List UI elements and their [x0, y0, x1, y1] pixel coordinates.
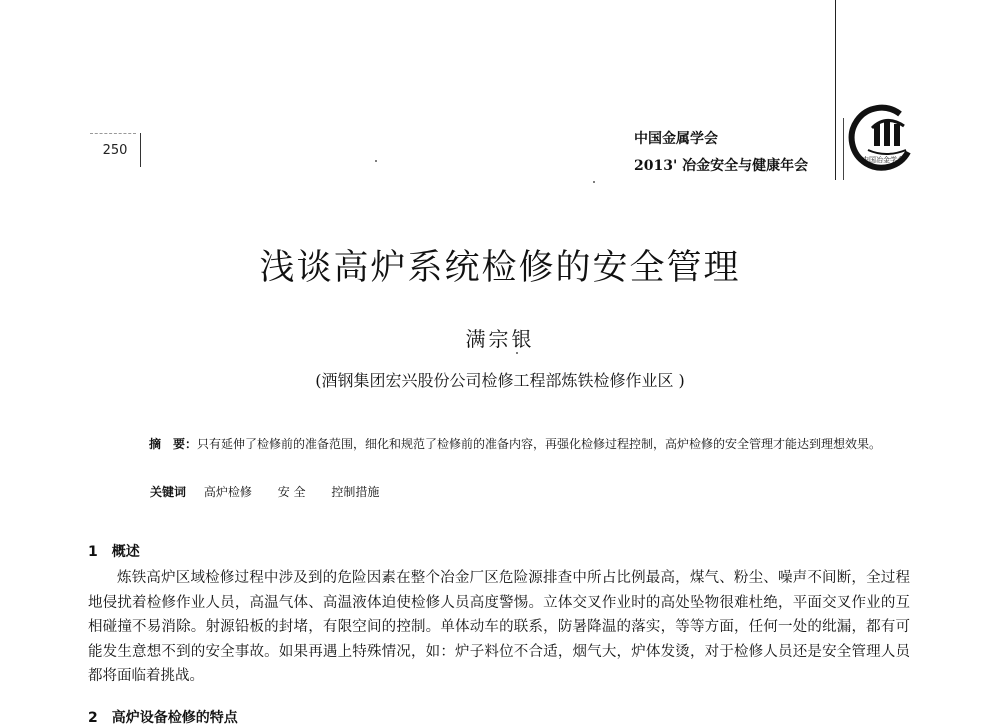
author-name: 满宗银 [465, 327, 535, 351]
keyword-item: 控制措施 [331, 485, 380, 499]
section-1-body: 炼铁高炉区域检修过程中涉及到的危险因素在整个冶金厂区危险源排查中所占比例最高，煤气、粉尘、噪声不间断，全过程地侵扰着检修作业人员，高温气体、高温液体迫使检修人员高度警惕。立体交叉作业时的高处坠物很难杜绝，平面交叉作业的互相碰撞不易消除。射源铅板的封堵，有限空间的控制。单体动车的联系，防暑降温的落实，等等方面，任何一处的纰漏，都有可能发生意想不到的安全事故。如果再遇上特殊情况，如：炉子料位不合适，烟气大，炉体发烫，对于检修人员还是安全管理人员都将面临着挑战。 [88, 570, 910, 684]
society-logo-icon [848, 100, 918, 174]
scan-speck [516, 352, 518, 354]
paper-title: 浅谈高炉系统检修的安全管理 [259, 248, 741, 288]
header-divider [835, 0, 836, 180]
author-affiliation: (酒钢集团宏兴股份公司检修工程部炼铁检修作业区 ) [315, 371, 685, 390]
section-heading-2: 2 高炉设备检修的特点 [88, 710, 238, 726]
keyword-item: 高炉检修 [203, 485, 252, 499]
conference-line-2: 2013' 冶金安全与健康年会 [634, 158, 809, 174]
section-heading-1: 1 概述 [88, 544, 140, 560]
scan-speck [593, 181, 595, 183]
abstract [123, 432, 883, 456]
conference-header [634, 126, 808, 180]
header-divider-secondary [843, 118, 844, 180]
keywords [150, 483, 401, 500]
logo-caption: 中国冶金学会 [862, 156, 904, 164]
page-number: 250 [90, 133, 141, 167]
keywords-label: 关键词 [150, 485, 187, 499]
conference-line-1: 中国金属学会 [634, 131, 718, 147]
keyword-item: 安 全 [277, 485, 306, 499]
abstract-text: 只有延伸了检修前的准备范围，细化和规范了检修前的准备内容，再强化检修过程控制，高炉检修的安全管理才能达到理想效果。 [197, 437, 882, 451]
scan-speck [375, 160, 377, 162]
abstract-label: 摘 要： [149, 437, 198, 451]
